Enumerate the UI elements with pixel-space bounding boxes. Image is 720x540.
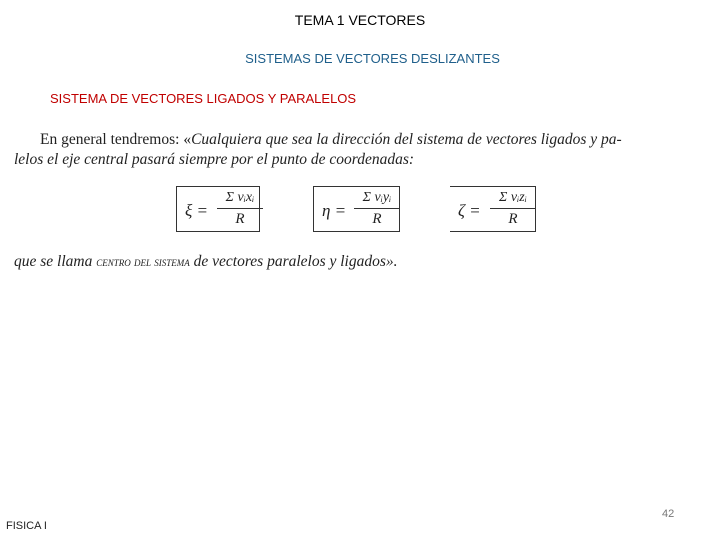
section-heading: SISTEMA DE VECTORES LIGADOS Y PARALELOS — [50, 91, 357, 106]
page-subtitle: SISTEMAS DE VECTORES DESLIZANTES — [245, 51, 500, 66]
formula-zeta — [450, 186, 536, 232]
intro-paragraph — [14, 130, 704, 170]
formula-denominator: R — [235, 211, 245, 227]
conclusion-smallcaps: centro del sistema — [96, 254, 190, 269]
formula-xi — [176, 186, 260, 232]
conclusion-paragraph — [14, 252, 704, 272]
formula-denominator: R — [508, 211, 518, 227]
formula-fraction — [215, 189, 265, 228]
footer-course-label: FISICA I — [6, 520, 47, 532]
intro-italic-text: Cualquiera que sea la dirección del sistema de vectores ligados y pa- — [191, 131, 622, 148]
page-title: TEMA 1 VECTORES — [294, 12, 426, 28]
formula-numerator: Σ vᵢyᵢ — [362, 190, 392, 205]
page-number: 42 — [662, 508, 675, 520]
formula-numerator: Σ vᵢzᵢ — [499, 190, 527, 205]
formula-lhs: ζ = — [458, 201, 481, 220]
intro-line-2: lelos el eje central pasará siempre por el punto de coordenadas: — [14, 151, 415, 168]
intro-line-1 — [14, 130, 704, 150]
conclusion-text-b: de vectores paralelos y ligados». — [189, 253, 398, 270]
formula-lhs: ξ = — [185, 201, 209, 220]
formula-denominator: R — [372, 211, 382, 227]
fraction-bar — [354, 208, 400, 209]
formula-numerator: Σ vᵢxᵢ — [225, 190, 255, 205]
conclusion-text-a: que se llama — [14, 253, 97, 270]
formula-lhs: η = — [322, 201, 347, 220]
fraction-bar — [217, 208, 263, 209]
formula-eta — [313, 186, 400, 232]
intro-normal-text: En general tendremos: « — [40, 131, 192, 148]
formula-fraction — [488, 189, 538, 228]
formula-fraction — [352, 189, 402, 228]
fraction-bar — [490, 208, 536, 209]
